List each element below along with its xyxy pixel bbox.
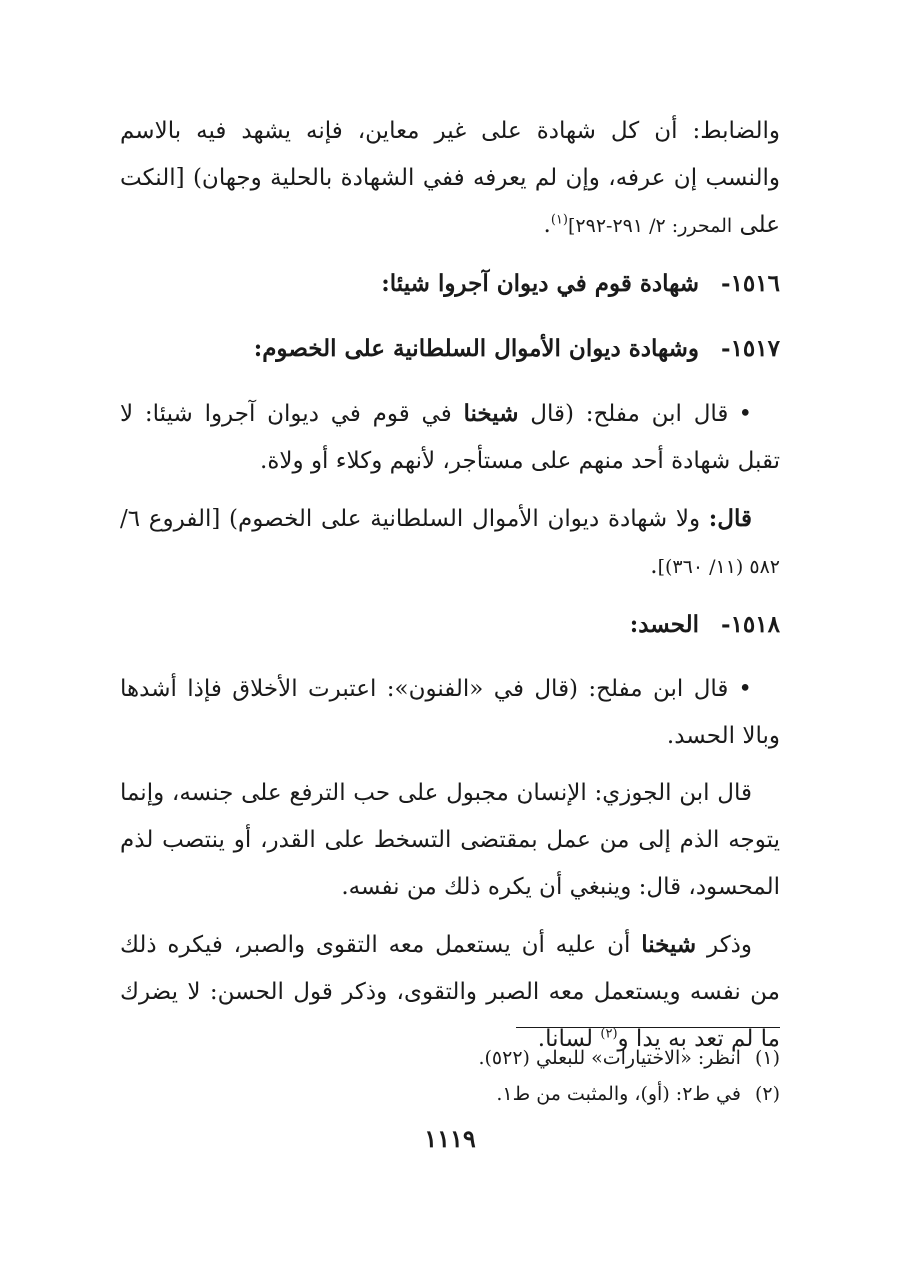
bullet-icon: •: [738, 401, 753, 427]
paragraph-ibn-muflih-diwan: [120, 390, 780, 485]
heading-1516: [120, 260, 780, 307]
paragraph-text-b: أن عليه أن يستعمل معه التقوى والصبر، فيكره ذلك من نفسه ويستعمل معه الصبر والتقوى، وذكر قول الحسن: لا يضرك ما لم تعد به يدا و: [120, 932, 780, 1052]
paragraph-funun: [120, 666, 780, 760]
qal-label: قال:: [708, 505, 752, 532]
paragraph-dabit: [120, 108, 780, 250]
paragraph-text-b: في قوم في ديوان آجروا شيئا: لا تقبل شهادة أحد منهم على مستأجر، لأنهم وكلاء أو ولاة.: [120, 401, 780, 474]
heading-1517-number: ١٥١٧-: [721, 335, 780, 362]
paragraph-ibn-jawzi: [120, 770, 780, 911]
period: .: [650, 553, 658, 579]
shaykh-label: شيخنا: [641, 931, 697, 958]
footnote-divider: [516, 1027, 780, 1028]
footnote-text: في ط٢: (أو)، والمثبت من ط١.: [496, 1083, 741, 1105]
footnote-number: (٢): [754, 1083, 780, 1105]
body-text: [120, 108, 780, 1073]
footnote-number: (١): [754, 1047, 780, 1069]
reference-furu: ٥٨٢ (١١/ ٣٦٠)]: [657, 556, 780, 578]
heading-1516-number: ١٥١٦-: [721, 270, 780, 297]
bullet-icon: •: [738, 676, 752, 702]
paragraph-text-c: لسانا.: [537, 1026, 601, 1052]
heading-1516-title: شهادة قوم في ديوان آجروا شيئا:: [381, 270, 700, 297]
paragraph-text: قال ابن الجوزي: الإنسان مجبول على حب الترفع على جنسه، وإنما يتوجه الذم إلى من عمل بمقتضى التسخط على القدر، أو ينتصب لذم المحسود، قال: وينبغي أن يكره ذلك من نفسه.: [120, 780, 780, 900]
footnote-ref-1: (١): [550, 212, 568, 228]
paragraph-text: ولا شهادة ديوان الأموال السلطانية على الخصوم) [الفروع ٦/: [120, 506, 709, 532]
heading-1518-number: ١٥١٨-: [721, 611, 780, 638]
paragraph-qal-diwan: [120, 495, 780, 591]
footnote-2: [120, 1076, 780, 1112]
shaykh-label: شيخنا: [463, 400, 519, 427]
paragraph-text: قال ابن مفلح: (قال في «الفنون»: اعتبرت الأخلاق فإذا أشدها وبالا الحسد.: [120, 676, 780, 749]
period: .: [543, 212, 551, 238]
footnote-text: انظر: «الاختيارات» للبعلي (٥٢٢).: [478, 1047, 741, 1069]
paragraph-text-a: قال ابن مفلح: (قال: [518, 401, 729, 427]
page-number: ١١١٩: [424, 1124, 476, 1153]
heading-1518: [120, 601, 780, 648]
footnotes: [120, 1040, 780, 1112]
heading-1517-title: وشهادة ديوان الأموال السلطانية على الخصوم:: [253, 335, 700, 362]
paragraph-text-a: وذكر: [696, 932, 752, 958]
reference-nukat: المحرر: ٢/ ٢٩١-٢٩٢]: [567, 215, 733, 237]
footnote-1: [120, 1040, 780, 1076]
heading-1518-title: الحسد:: [629, 611, 700, 638]
paragraph-dabit-text: والضابط: أن كل شهادة على غير معاين، فإنه يشهد فيه بالاسم والنسب إن عرفه، وإن لم يعرفه ففي الشهادة بالحلية وجهان) [النكت على: [120, 118, 780, 238]
heading-1517: [120, 325, 780, 372]
footnote-ref-2: (٢): [600, 1026, 618, 1042]
